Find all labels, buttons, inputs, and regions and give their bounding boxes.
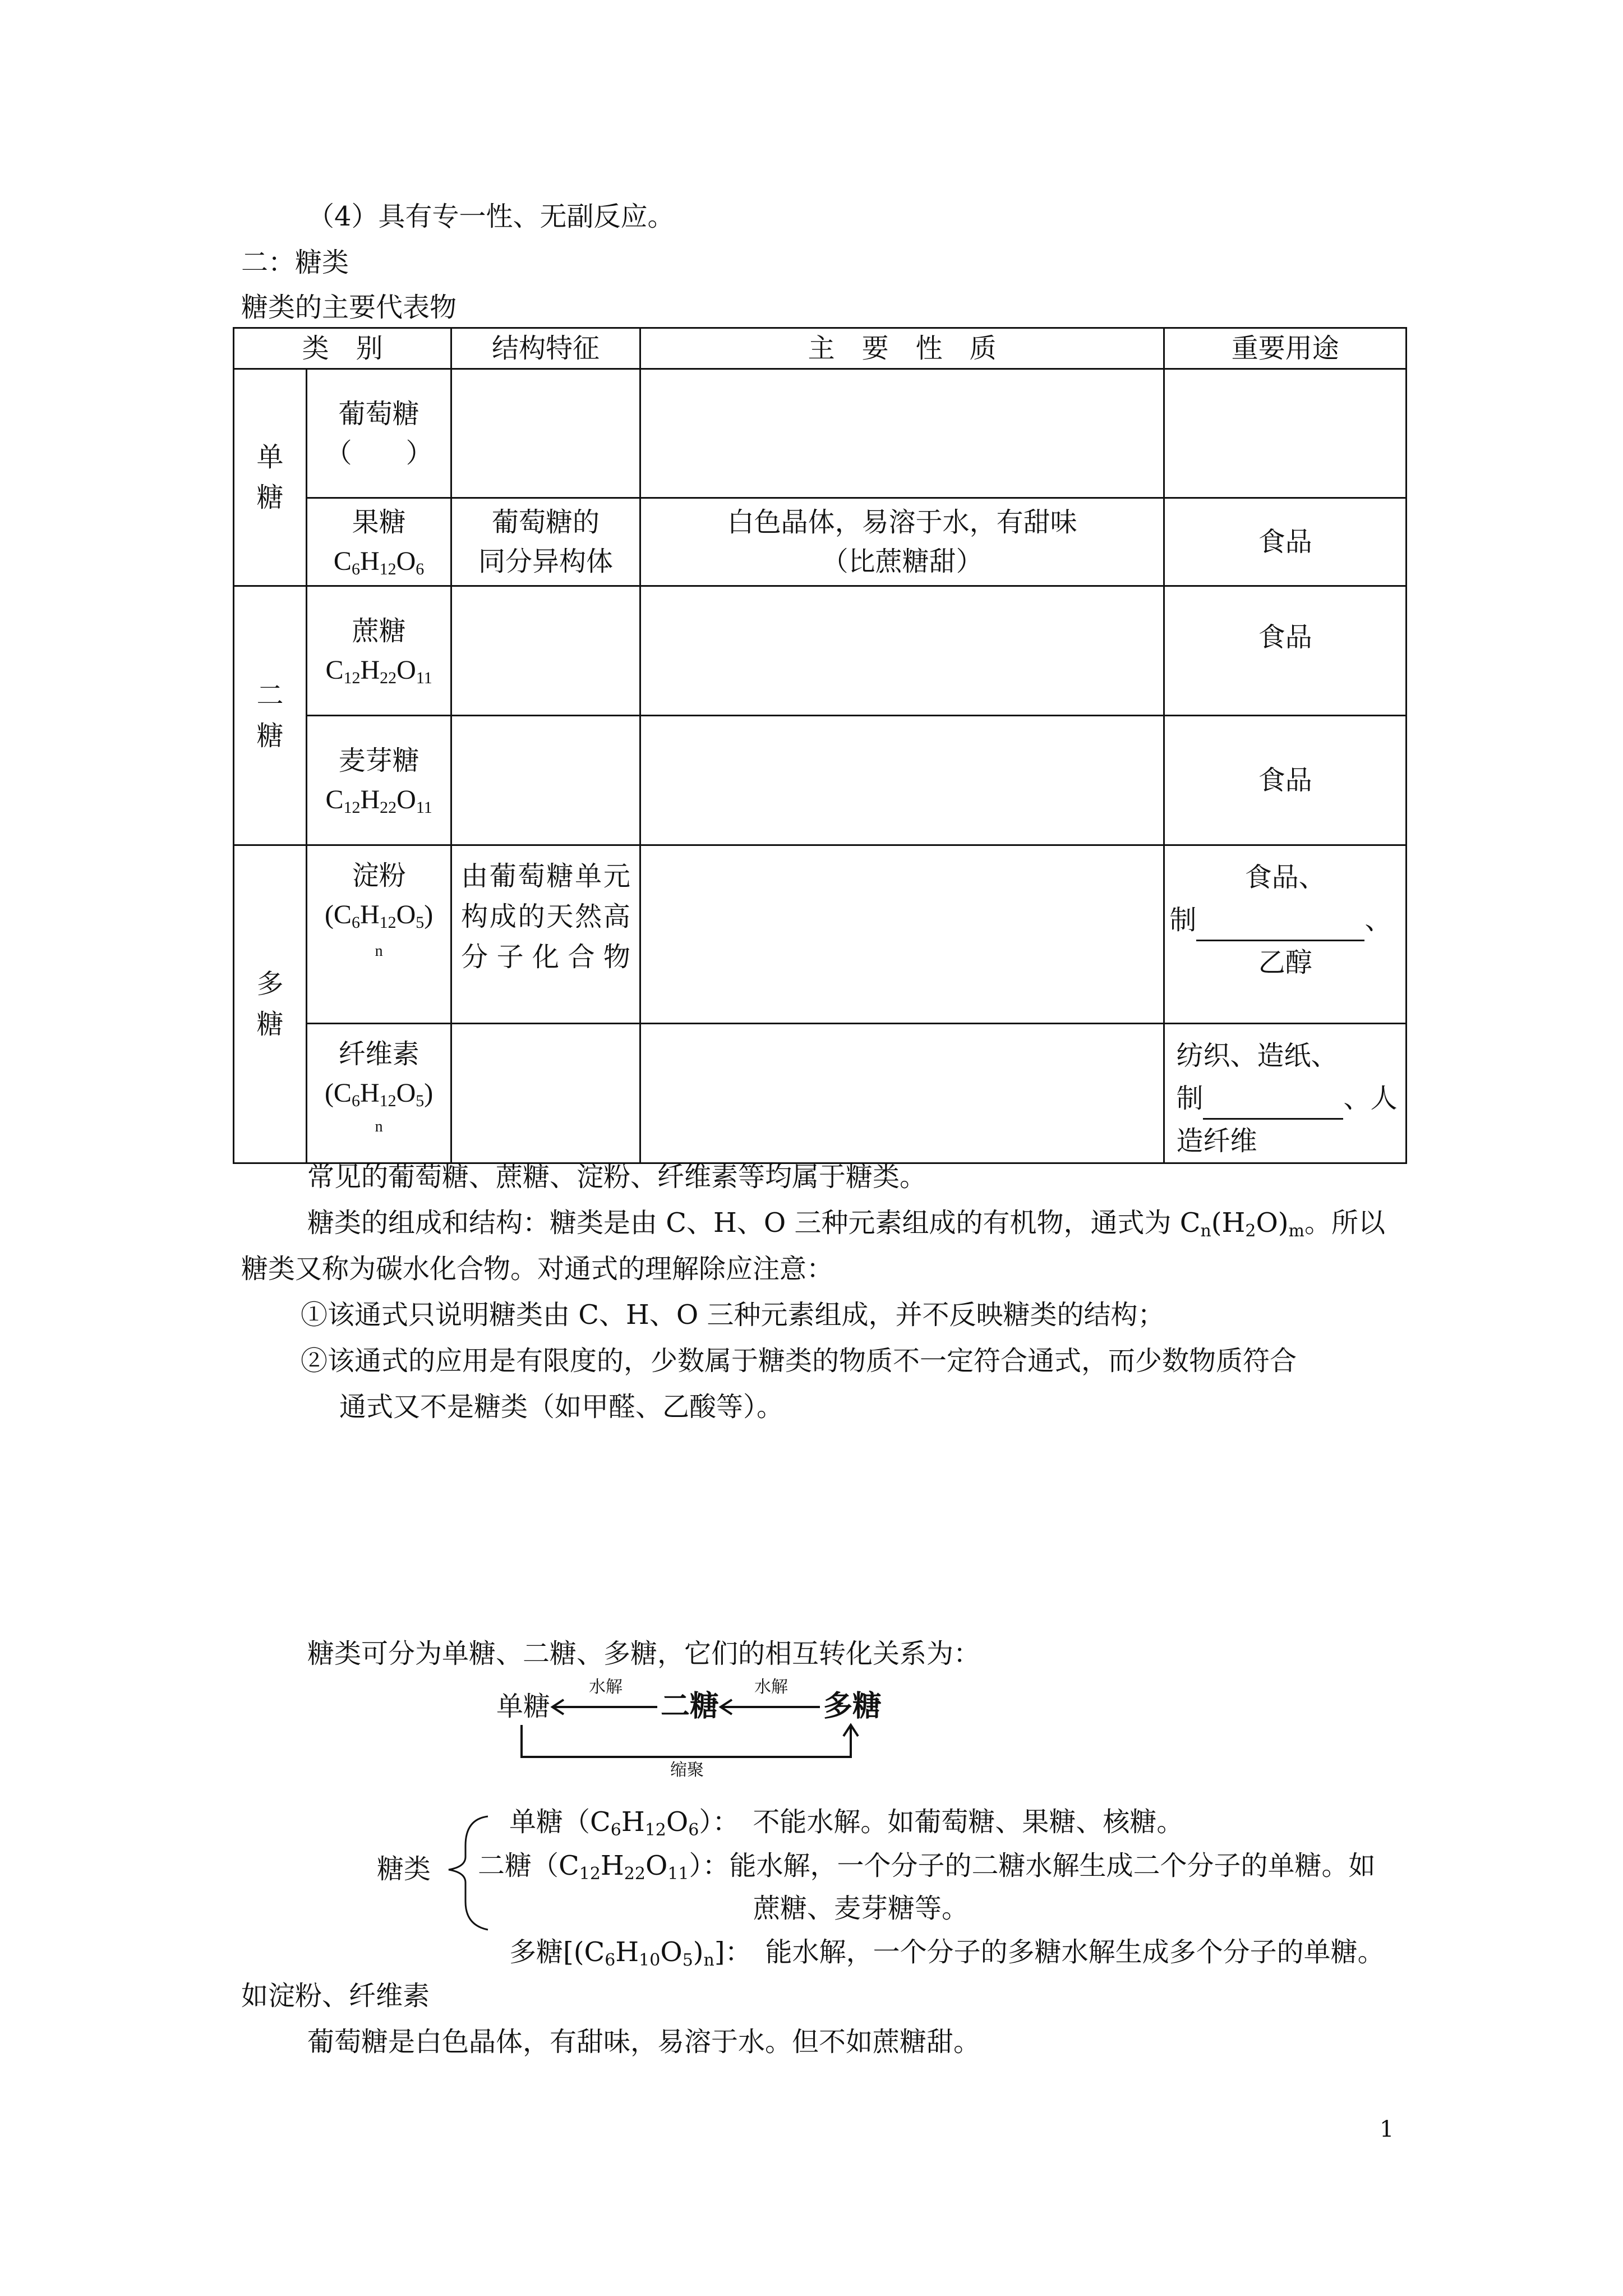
label-condense: 缩聚 (670, 1760, 704, 1780)
group-mono (234, 369, 307, 586)
cell-use: 食品 (1164, 716, 1407, 845)
sugar-table (233, 327, 1407, 1164)
table-row (234, 716, 1407, 845)
paragraph: 糖类的组成和结构：糖类是由 C、H、O 三种元素组成的有机物，通式为 $C_n(H_2O)_m$。所以 (307, 1207, 1386, 1241)
paragraph: 通式又不是糖类（如甲醛、乙酸等）。 (339, 1391, 784, 1423)
cell-structure (451, 845, 640, 1024)
name-cellulose: 纤维素 (338, 1038, 419, 1070)
cell-use (1164, 845, 1407, 1024)
label-hydrolysis: 水解 (589, 1677, 623, 1697)
use-cellulose-prefix: 制 (1176, 1083, 1204, 1114)
diagram-di: 二糖 (661, 1689, 720, 1723)
use-starch-prefix: 制 (1169, 904, 1197, 936)
diagram-mono: 单糖 (496, 1691, 551, 1722)
use-starch-line1: 食品、 (1244, 862, 1326, 893)
cell-property (640, 1024, 1164, 1163)
cell-structure (451, 716, 640, 845)
intro-line: （4）具有专一性、无副反应。 (307, 201, 675, 232)
label-hydrolysis: 水解 (754, 1677, 788, 1697)
cell-structure (451, 586, 640, 716)
classify-root: 糖类 (377, 1853, 431, 1885)
use-cellulose-line1: 纺织、造纸、 (1176, 1040, 1338, 1071)
formula-glucose: （ ） (325, 437, 433, 469)
table-row (234, 845, 1407, 1024)
classify-di: 二糖$(C_{12}H_{22}O_{11})$：能水解，一个分子的二糖水解生成二个分子的单糖。如 (478, 1850, 1376, 1884)
formula-starch: $(C_6H_{12}O_5)$ (324, 900, 434, 932)
group-poly (234, 845, 307, 1163)
cell-name (307, 1024, 451, 1163)
n-cellulose: n (375, 1118, 383, 1135)
structure-starch: 由葡萄糖单元构成的天然高分子化合物 (461, 861, 630, 973)
name-sucrose: 蔗糖 (352, 615, 406, 647)
arrow-head (552, 1700, 564, 1714)
use-cellulose-suffix: 、人 (1343, 1083, 1398, 1114)
arrow-head (721, 1700, 732, 1714)
property-fructose: 白色晶体，易溶于水，有甜味 （比蔗糖甜） (727, 507, 1077, 577)
cell-name (307, 369, 451, 498)
cell-use (1164, 369, 1407, 498)
use-starch-line3: 乙醇 (1258, 947, 1312, 978)
header-category: 类 别 (234, 328, 451, 369)
cell-name (307, 586, 451, 716)
header-use: 重要用途 (1164, 328, 1407, 369)
arrow-head (843, 1725, 858, 1736)
classify-poly: 多糖$[(C_6H_{10}O_5)_n]$： 能水解，一个分子的多糖水解生成多个分子的单糖。 (509, 1936, 1385, 1970)
group-di (234, 586, 307, 845)
formula-cellulose: $(C_6H_{12}O_5)$ (324, 1078, 434, 1110)
n-starch: n (375, 942, 383, 960)
paragraph: ②该通式的应用是有限度的，少数属于糖类的物质不一定符合通式，而少数物质符合 (301, 1345, 1297, 1377)
name-starch: 淀粉 (352, 860, 406, 891)
cell-structure (451, 369, 640, 498)
paragraph: 常见的葡萄糖、蔗糖、淀粉、纤维素等均属于糖类。 (307, 1161, 927, 1193)
group-label: 多 糖 (256, 968, 284, 1040)
structure-fructose: 葡萄糖的 同分异构体 (478, 507, 614, 577)
formula-sucrose: $C_{12}H_{22}O_{11}$ (325, 655, 432, 687)
cell-use (1164, 1024, 1407, 1163)
table-row (234, 1024, 1407, 1163)
classify-poly-cont: 如淀粉、纤维素 (241, 1980, 430, 2012)
diagram-poly: 多糖 (823, 1689, 882, 1723)
cell-property (640, 369, 1164, 498)
header-property: 主 要 性 质 (640, 328, 1164, 369)
cell-property (640, 845, 1164, 1024)
use-cellulose-line2 (1176, 1077, 1401, 1120)
name-fructose: 果糖 (352, 507, 406, 538)
cell-structure (451, 498, 640, 586)
use-starch-suffix: 、 (1364, 904, 1392, 936)
table-row (234, 586, 1407, 716)
use-cellulose-line3: 造纤维 (1176, 1125, 1257, 1157)
table-header-row (234, 328, 1407, 369)
cell-property (640, 716, 1164, 845)
cell-structure (451, 1024, 640, 1163)
cell-use: 食品 (1164, 586, 1407, 716)
name-maltose: 麦芽糖 (338, 745, 419, 776)
formula-maltose: $C_{12}H_{22}O_{11}$ (325, 785, 432, 817)
table-row (234, 498, 1407, 586)
cell-property (640, 586, 1164, 716)
closing-paragraph: 葡萄糖是白色晶体，有甜味，易溶于水。但不如蔗糖甜。 (307, 2026, 981, 2058)
fill-in-blank[interactable] (1196, 912, 1364, 941)
cell-name (307, 716, 451, 845)
paragraph: 糖类可分为单糖、二糖、多糖，它们的相互转化关系为： (307, 1638, 981, 1669)
cell-property (640, 498, 1164, 586)
paragraph: ①该通式只说明糖类由 C、H、O 三种元素组成，并不反映糖类的结构； (301, 1299, 1165, 1331)
name-glucose: 葡萄糖 (338, 398, 419, 430)
cell-name (307, 498, 451, 586)
condense-bracket (522, 1725, 851, 1757)
group-label: 单 糖 (256, 441, 284, 513)
group-label: 二 糖 (256, 679, 284, 752)
cell-use: 食品 (1164, 498, 1407, 586)
page-number: 1 (1380, 2116, 1394, 2142)
paragraph: 糖类又称为碳水化合物。对通式的理解除应注意： (241, 1253, 834, 1285)
fill-in-blank[interactable] (1203, 1090, 1343, 1120)
cell-name (307, 845, 451, 1024)
table-row (234, 369, 1407, 498)
header-structure: 结构特征 (451, 328, 640, 369)
classify-di-cont: 蔗糖、麦芽糖等。 (753, 1893, 969, 1924)
table-caption: 糖类的主要代表物 (241, 292, 457, 323)
section-heading: 二：糖类 (241, 247, 349, 278)
formula-fructose: $C_6H_{12}O_6$ (333, 546, 425, 578)
classify-mono: 单糖$(C_6H_{12}O_6)$： 不能水解。如葡萄糖、果糖、核糖。 (509, 1806, 1184, 1840)
use-starch-line2 (1169, 899, 1401, 941)
